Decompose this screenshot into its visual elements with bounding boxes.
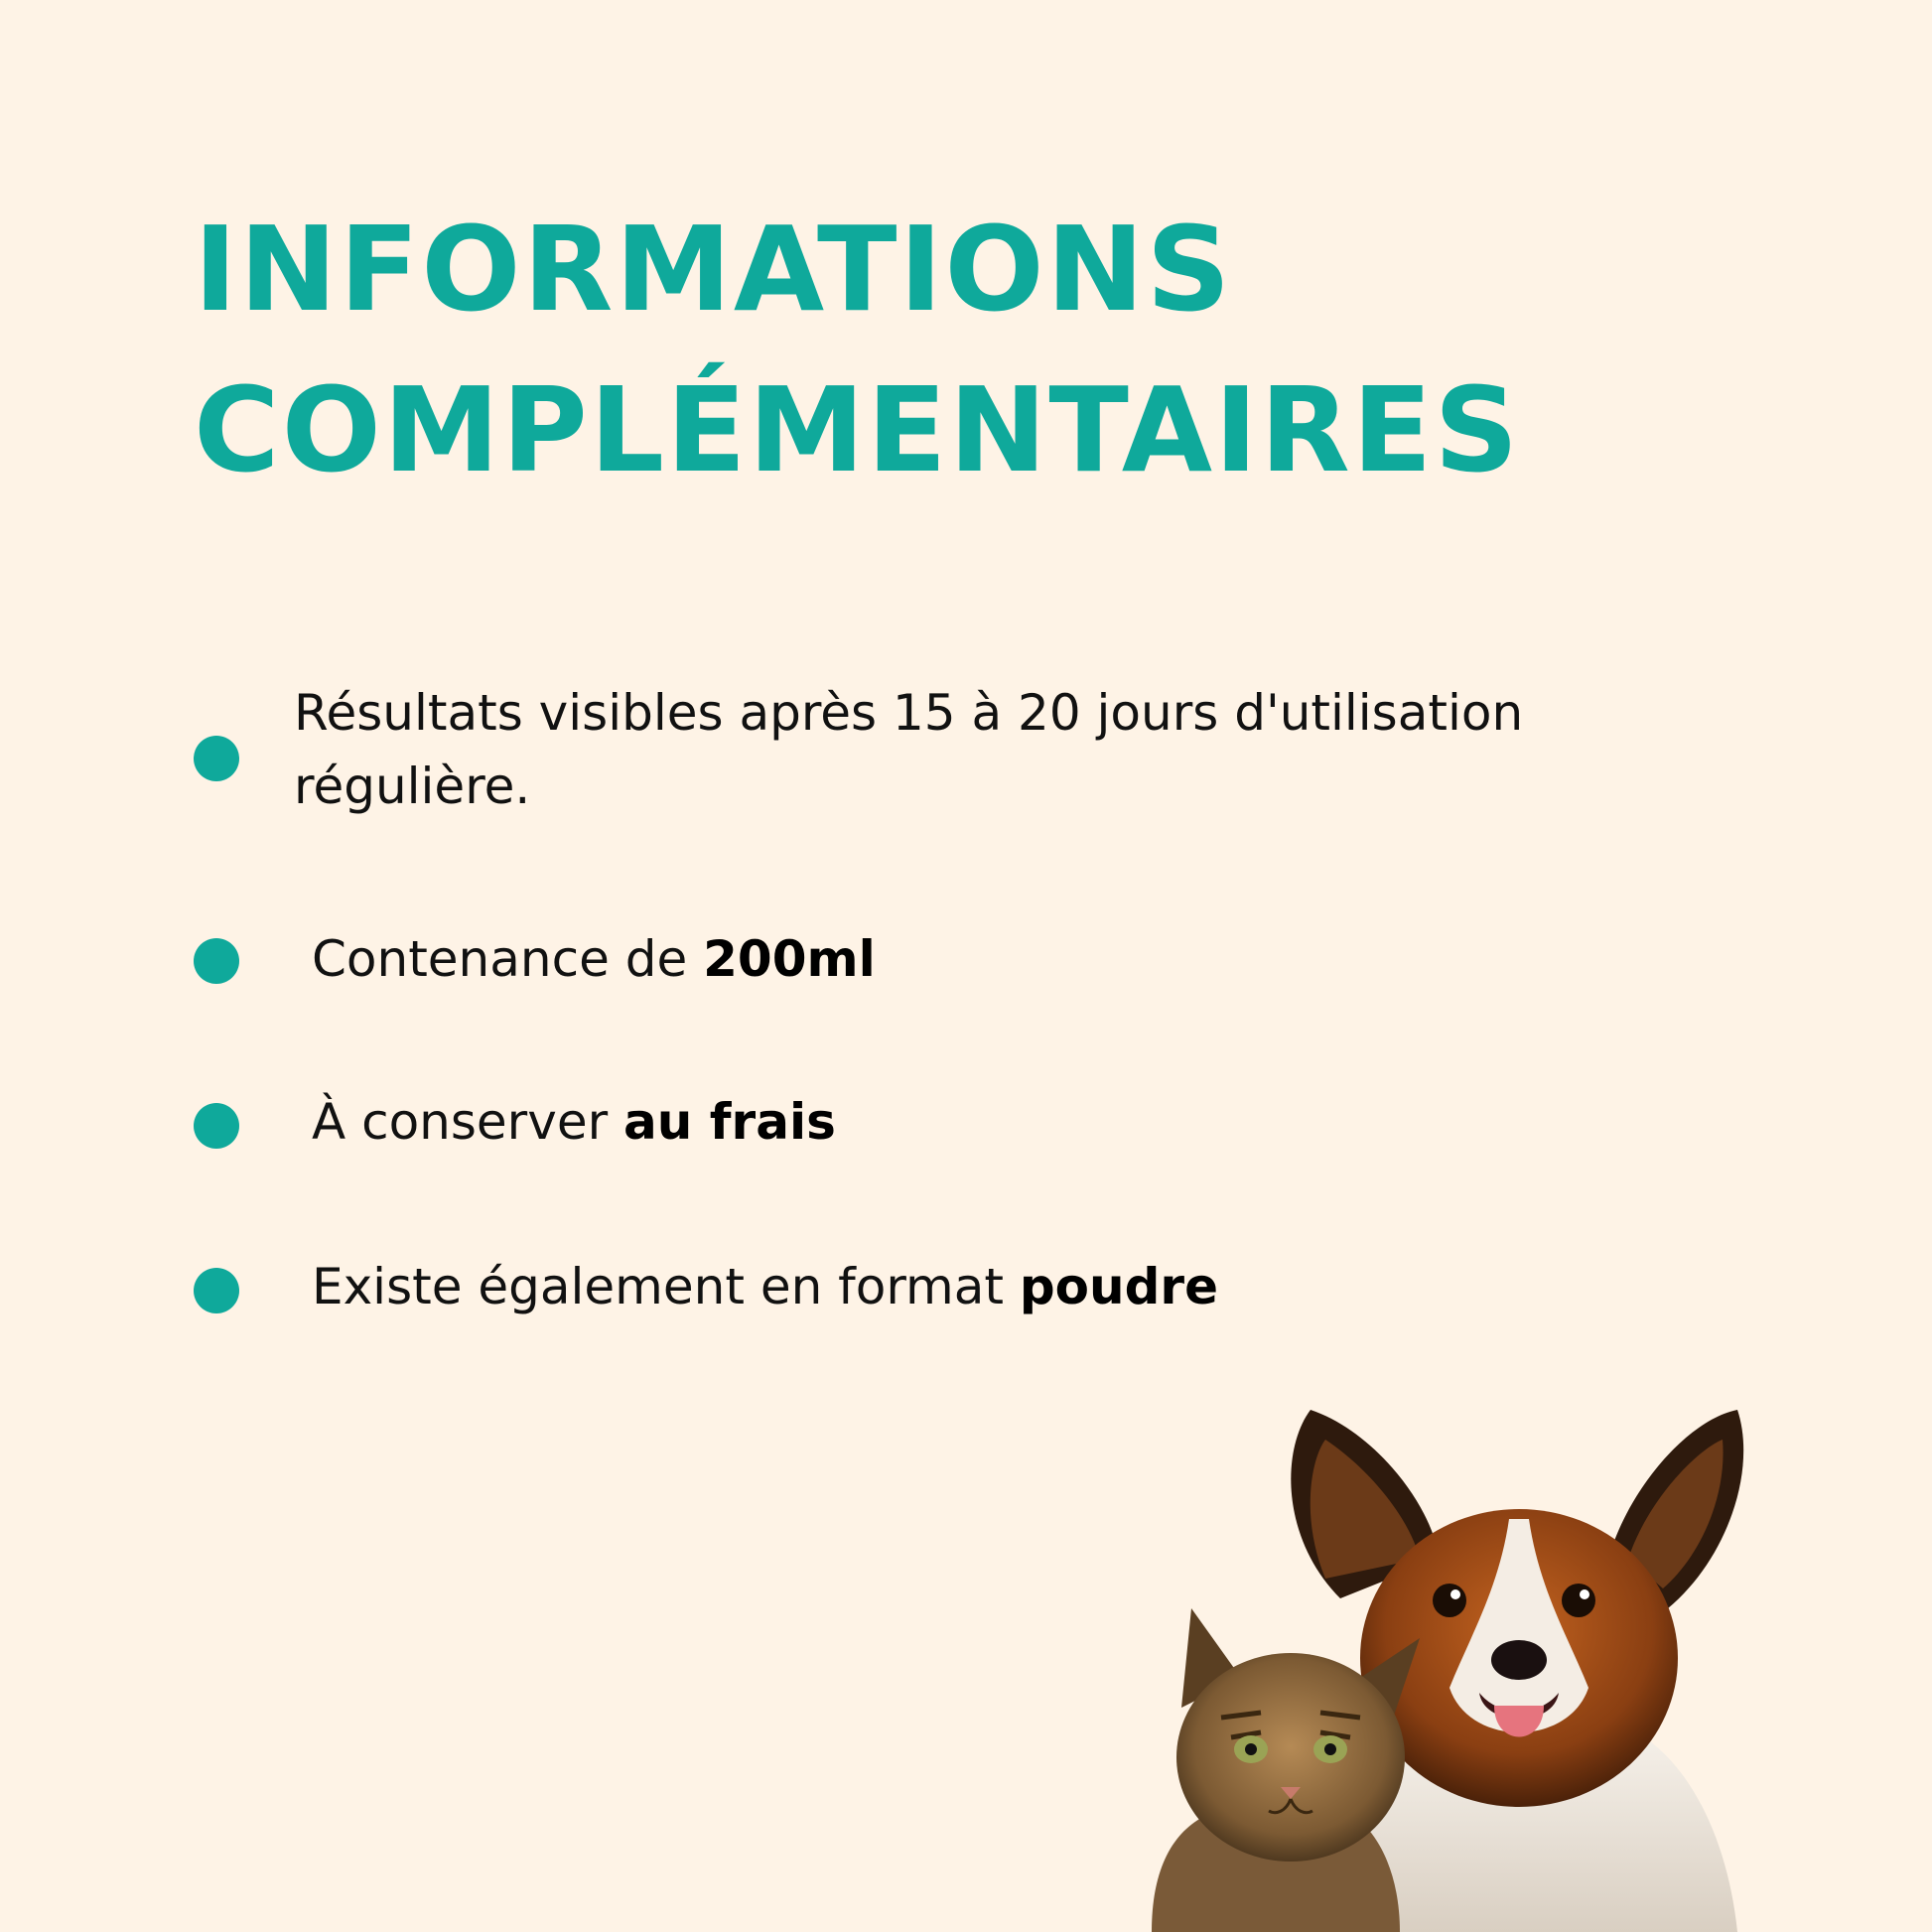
list-item-text xyxy=(312,1085,836,1159)
bullet-dot-icon xyxy=(194,736,239,781)
list-item-line-2: régulière. xyxy=(294,758,531,815)
list-item-emphasis: au frais xyxy=(623,1093,836,1151)
page-title-line-1: INFORMATIONS xyxy=(194,201,1233,338)
page-title-line-2: COMPLÉMENTAIRES xyxy=(194,361,1521,498)
list-item-label: Contenance de xyxy=(312,930,704,988)
list-item-line-1: Résultats visibles après 15 à 20 jours d'utilisation xyxy=(294,684,1524,742)
list-item-text xyxy=(312,922,876,996)
dog-and-cat-illustration xyxy=(1112,1390,1807,1932)
list-item-label: À conserver xyxy=(312,1093,624,1151)
list-item-label: Existe également en format xyxy=(312,1258,1020,1315)
bullet-dot-icon xyxy=(194,938,239,984)
bullet-dot-icon xyxy=(194,1103,239,1149)
list-item-emphasis: poudre xyxy=(1019,1258,1218,1315)
bullet-dot-icon xyxy=(194,1268,239,1313)
list-item-text xyxy=(312,1250,1218,1323)
list-item-emphasis: 200ml xyxy=(703,930,876,988)
list-item-text xyxy=(294,676,1523,823)
